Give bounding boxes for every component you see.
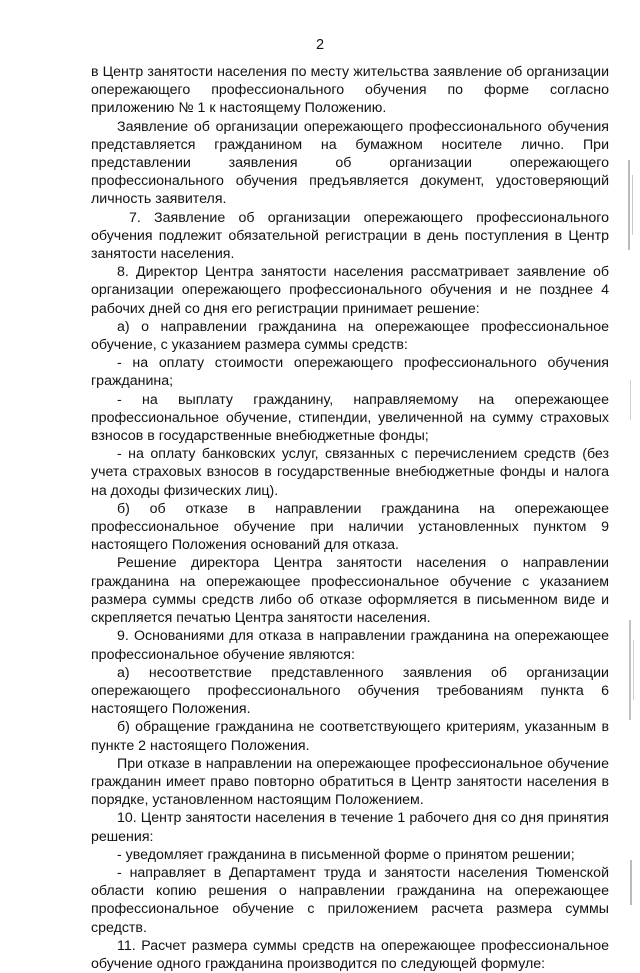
paragraph: 8. Директор Центра занятости населения рассматривает заявление об организации опережающего профессионального обучения и не позднее 4 рабочих дней со дня его регистрации принимает решение: [91,264,609,317]
paragraph: - уведомляет гражданина в письменной форме о принятом решении; [117,846,575,863]
paragraph: 9. Основаниями для отказа в направлении гражданина на опережающее профессиональное обучение являются: [91,628,609,663]
paragraph: При отказе в направлении на опережающее профессиональное обучение гражданин имеет право повторно обратиться в Центр занятости населения в порядке, установленном настоящим Положением. [91,755,609,809]
paragraph: 10. Центр занятости населения в течение 1 рабочего дня со дня принятия решения: [91,810,609,845]
paragraph: - направляет в Департамент труда и занятости населения Тюменской области копию решения о направлении гражданина на опережающее профессиональное обучение с приложением расчета размера суммы средств. [91,864,609,936]
paragraph: Решение директора Центра занятости населения о направлении гражданина на опережающее профессиональное обучение с указанием размера суммы средств либо об отказе оформляется в письменном виде и скрепляется печатью Центра занятости населения. [91,555,609,627]
paragraph: 11. Расчет размера суммы средств на опережающее профессиональное обучение одного гражданина производится по следующей формуле: [91,937,609,972]
paragraph: - на оплату стоимости опережающего профессионального обучения гражданина; [91,355,609,390]
scan-edge-artifact [620,0,640,905]
paragraph: а) несоответствие представленного заявления об организации опережающего профессионального обучения требованиям пункта 6 настоящего Положения. [91,664,609,718]
paragraph: а) о направлении гражданина на опережающее профессиональное обучение, с указанием размера суммы средств: [91,318,609,354]
paragraph: - на оплату банковских услуг, связанных с перечислением средств (без учета страховых взносов в государственные внебюджетные фонды и налога на доходы физических лиц). [91,446,609,499]
paragraph: б) обращение гражданина не соответствующего критериям, указанным в пункте 2 настоящего Положения. [91,719,609,754]
paragraph: 7. Заявление об организации опережающего профессионального обучения подлежит обязательной регистрации в день поступления в Центр занятости населения. [91,209,609,263]
paragraph: в Центр занятости населения по месту жительства заявление об организации опережающего профессионального обучения по форме согласно приложению № 1 к настоящему Положению. [91,64,609,117]
paragraph: - на выплату гражданину, направляемому на опережающее профессиональное обучение, стипендии, увеличенной на сумму страховых взносов в государственные внебюджетные фонды; [91,391,609,445]
paragraph: Заявление об организации опережающего профессионального обучения представляется гражданином на бумажном носителе лично. При представлении заявления об организации опережающего профессионального обучения предъявляется документ, удостоверяющий личность заявителя. [91,118,609,208]
paragraph: б) об отказе в направлении гражданина на опережающее профессиональное обучение при наличии установленных пунктом 9 настоящего Положения оснований для отказа. [91,500,609,554]
document-body [91,63,609,973]
page-number: 2 [315,37,325,53]
